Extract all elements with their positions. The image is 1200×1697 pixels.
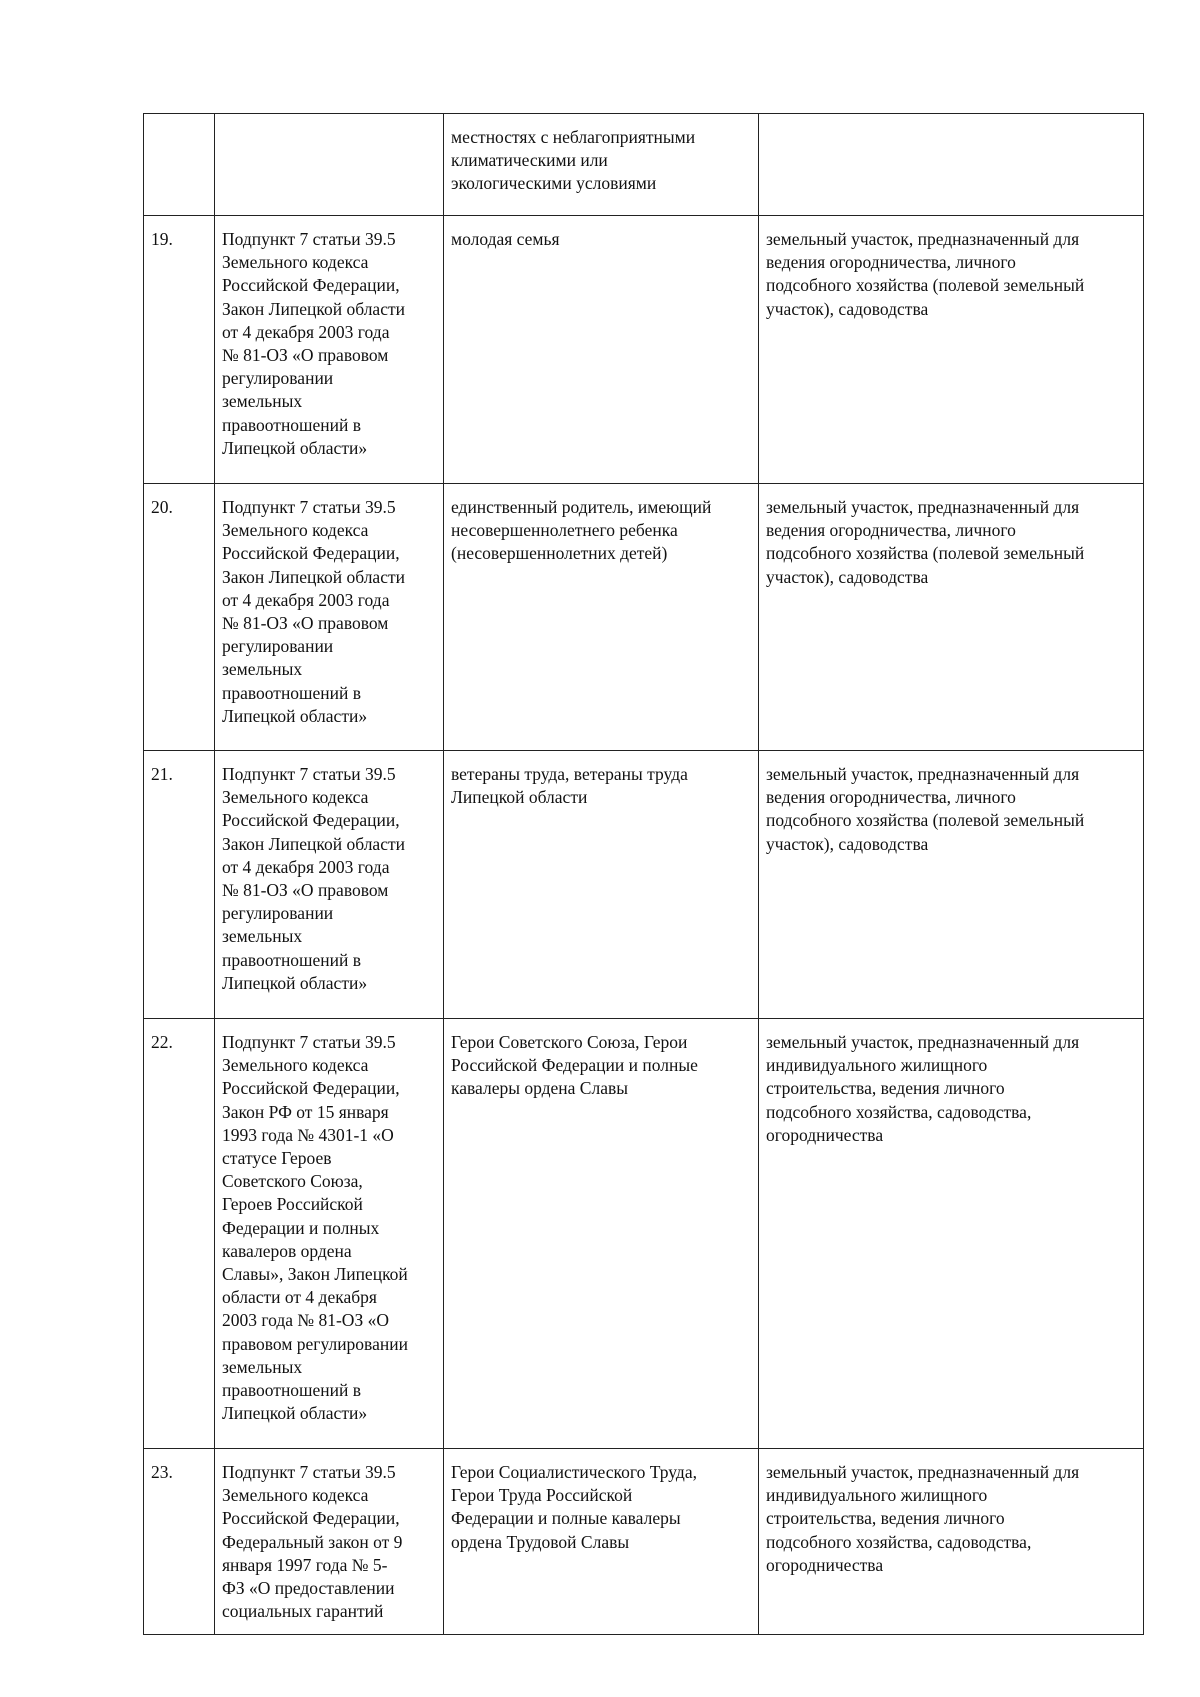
citizen-category-cell: Герои Социалистического Труда, Герои Труда Российской Федерации и полные кавалеры ордена Трудовой Славы bbox=[444, 1449, 759, 1635]
row-number-cell: 23. bbox=[144, 1449, 215, 1635]
legal-basis-cell: Подпункт 7 статьи 39.5 Земельного кодекса Российской Федерации, Федеральный закон от 9 января 1997 года № 5- ФЗ «О предоставлении социальных гарантий bbox=[215, 1449, 444, 1635]
row-number-cell bbox=[144, 114, 215, 216]
table-row bbox=[144, 114, 1144, 216]
citizen-category-cell: ветераны труда, ветераны труда Липецкой области bbox=[444, 751, 759, 1019]
land-allocation-table bbox=[143, 113, 1144, 1635]
row-number-cell: 21. bbox=[144, 751, 215, 1019]
citizen-category-cell: молодая семья bbox=[444, 216, 759, 484]
row-number-cell: 20. bbox=[144, 484, 215, 751]
citizen-category-cell: местностях с неблагоприятными климатическими или экологическими условиями bbox=[444, 114, 759, 216]
table-row bbox=[144, 1449, 1144, 1635]
legal-basis-cell: Подпункт 7 статьи 39.5 Земельного кодекса Российской Федерации, Закон Липецкой области от 4 декабря 2003 года № 81-ОЗ «О правовом регулировании земельных правоотношений в Липецкой области» bbox=[215, 216, 444, 484]
legal-basis-cell: Подпункт 7 статьи 39.5 Земельного кодекса Российской Федерации, Закон Липецкой области от 4 декабря 2003 года № 81-ОЗ «О правовом регулировании земельных правоотношений в Липецкой области» bbox=[215, 751, 444, 1019]
citizen-category-cell: единственный родитель, имеющий несовершеннолетнего ребенка (несовершеннолетних детей) bbox=[444, 484, 759, 751]
legal-basis-cell: Подпункт 7 статьи 39.5 Земельного кодекса Российской Федерации, Закон Липецкой области от 4 декабря 2003 года № 81-ОЗ «О правовом регулировании земельных правоотношений в Липецкой области» bbox=[215, 484, 444, 751]
table-row bbox=[144, 1019, 1144, 1449]
land-purpose-cell: земельный участок, предназначенный для ведения огородничества, личного подсобного хозяйства (полевой земельный участок), садоводства bbox=[759, 484, 1144, 751]
table-row bbox=[144, 216, 1144, 484]
land-purpose-cell: земельный участок, предназначенный для ведения огородничества, личного подсобного хозяйства (полевой земельный участок), садоводства bbox=[759, 216, 1144, 484]
row-number-cell: 22. bbox=[144, 1019, 215, 1449]
table-row bbox=[144, 484, 1144, 751]
legal-basis-cell: Подпункт 7 статьи 39.5 Земельного кодекса Российской Федерации, Закон РФ от 15 января 1993 года № 4301-1 «О статусе Героев Советского Союза, Героев Российской Федерации и полных кавалеров ордена Славы», Закон Липецкой области от 4 декабря 2003 года № 81-ОЗ «О правовом регулировании земельных правоотношений в Липецкой области» bbox=[215, 1019, 444, 1449]
legal-basis-cell bbox=[215, 114, 444, 216]
table-row bbox=[144, 751, 1144, 1019]
citizen-category-cell: Герои Советского Союза, Герои Российской Федерации и полные кавалеры ордена Славы bbox=[444, 1019, 759, 1449]
land-purpose-cell: земельный участок, предназначенный для индивидуального жилищного строительства, ведения личного подсобного хозяйства, садоводства, огородничества bbox=[759, 1019, 1144, 1449]
land-purpose-cell: земельный участок, предназначенный для ведения огородничества, личного подсобного хозяйства (полевой земельный участок), садоводства bbox=[759, 751, 1144, 1019]
land-purpose-cell bbox=[759, 114, 1144, 216]
land-purpose-cell: земельный участок, предназначенный для индивидуального жилищного строительства, ведения личного подсобного хозяйства, садоводства, огородничества bbox=[759, 1449, 1144, 1635]
row-number-cell: 19. bbox=[144, 216, 215, 484]
